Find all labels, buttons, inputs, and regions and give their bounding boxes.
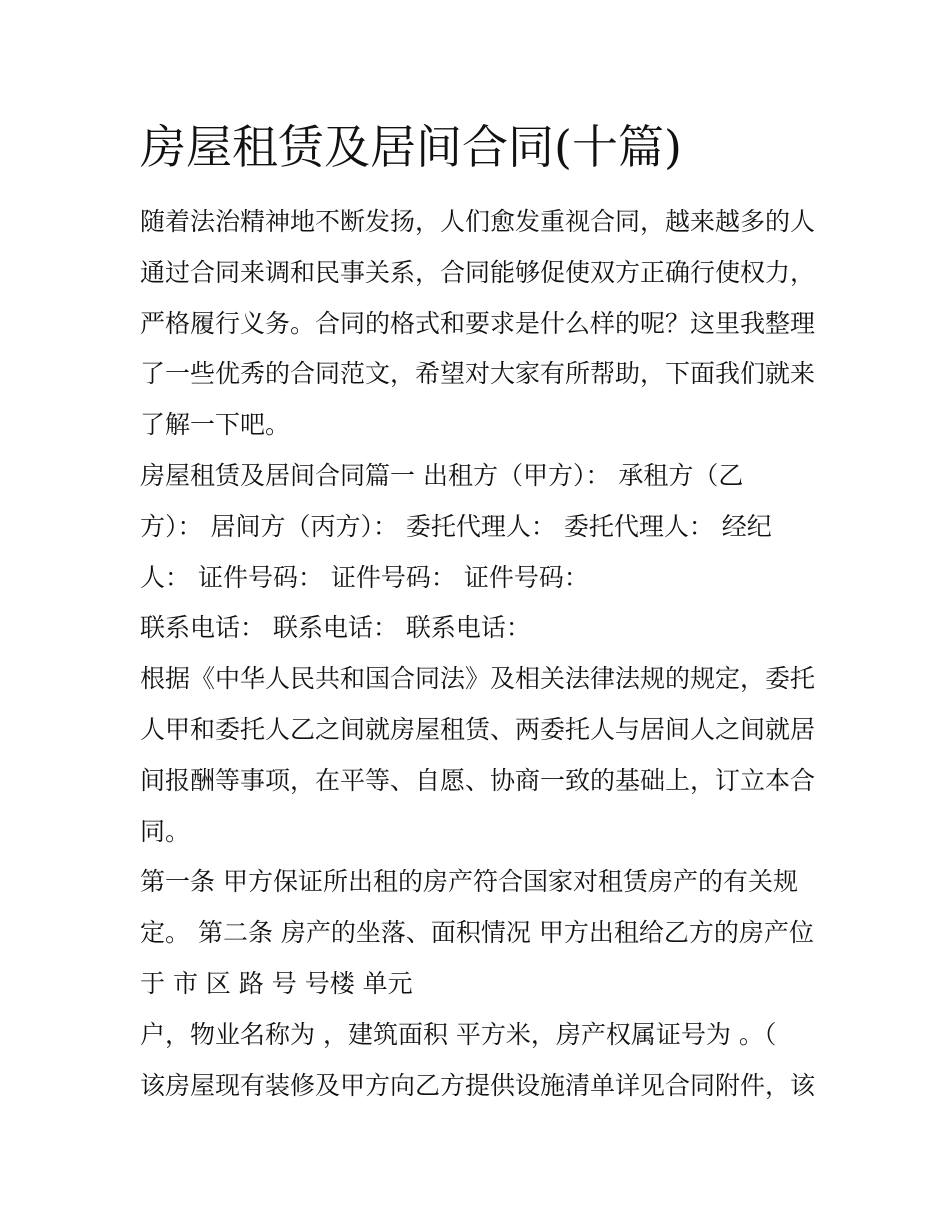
text-line: 该房屋现有装修及甲方向乙方提供设施清单详见合同附件，该 bbox=[140, 1070, 816, 1100]
text-line: 人甲和委托人乙之间就房屋租赁、两委托人与居间人之间就居 bbox=[140, 714, 816, 744]
text-line: 人： 证件号码： 证件号码： 证件号码： bbox=[140, 562, 589, 592]
text-line: 严格履行义务。合同的格式和要求是什么样的呢？这里我整理 bbox=[140, 308, 816, 338]
document-title: 房屋租赁及居间合同(十篇) bbox=[140, 120, 682, 174]
text-line: 于 市 区 路 号 号楼 单元 bbox=[140, 968, 413, 998]
text-line: 定。 第二条 房产的坐落、面积情况 甲方出租给乙方的房产位 bbox=[140, 918, 814, 948]
text-line: 了一些优秀的合同范文，希望对大家有所帮助，下面我们就来 bbox=[140, 359, 816, 389]
text-line: 同。 bbox=[140, 816, 191, 846]
text-line: 间报酬等事项，在平等、自愿、协商一致的基础上，订立本合 bbox=[140, 765, 816, 795]
text-line: 方）： 居间方（丙方）： 委托代理人： 委托代理人： 经纪 bbox=[140, 511, 772, 541]
text-line: 第一条 甲方保证所出租的房产符合国家对租赁房产的有关规 bbox=[140, 867, 798, 897]
text-line: 联系电话： 联系电话： 联系电话： bbox=[140, 613, 531, 643]
text-line: 户，物业名称为 ，建筑面积 平方米，房产权属证号为 。（ bbox=[140, 1019, 777, 1049]
document-body bbox=[140, 204, 820, 1118]
text-line: 随着法治精神地不断发扬，人们愈发重视合同，越来越多的人 bbox=[140, 207, 816, 236]
text-line: 通过合同来调和民事关系，合同能够促使双方正确行使权力， bbox=[140, 257, 816, 287]
text-line: 房屋租赁及居间合同篇一 出租方（甲方）： 承租方（乙 bbox=[140, 460, 744, 490]
text-line: 了解一下吧。 bbox=[140, 410, 291, 440]
text-line: 根据《中华人民共和国合同法》及相关法律法规的规定，委托 bbox=[140, 664, 816, 694]
